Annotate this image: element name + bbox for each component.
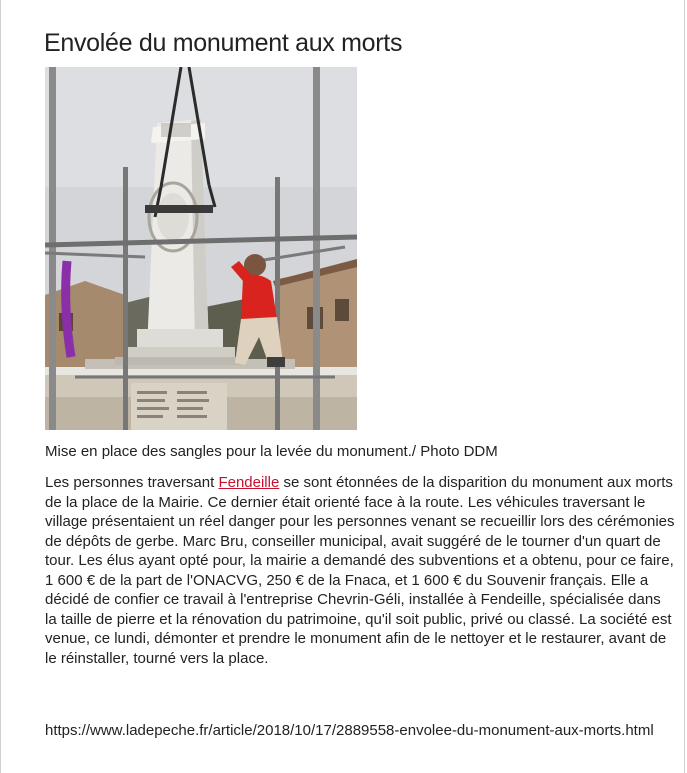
body-text-rest: se sont étonnées de la disparition du monument aux morts de la place de la Mairie. Ce dernier était orienté face à la route. Les véhicules traversant le village présentaient un réel danger pour les personnes venant se recueillir lors des cérémonies de dépôts de gerbe. Marc Bru, conseiller municipal, avait suggéré de le tourner d'un quart de tour. Les élus ayant opté pour, la mairie a demandé des subventions et a obtenu, pour ce faire, 1 600 € de la part de l'ONACVG, 250 € de la Fnaca, et 1 600 € du Souvenir français. Elle a décidé de confier ce travail à l'entreprise Chevrin-Géli, installée à Fendeille, spécialisée dans la taille de pierre et la rénovation du patrimoine, qu'il soit public, privé ou classé. La société est venue, ce lundi, démonter et prendre le monument afin de le nettoyer et le restaurer, avant de le réinstaller, tourné vers la place. [45, 474, 675, 667]
article-photo [45, 67, 357, 430]
body-text-start: Les personnes traversant [45, 474, 219, 491]
article-title: Envolée du monument aux morts [44, 29, 403, 57]
fendeille-link[interactable]: Fendeille [218, 474, 280, 491]
source-url: https://www.ladepeche.fr/article/2018/10/17/2889558-envolee-du-monument-aux-morts.html [45, 722, 654, 739]
photo-caption: Mise en place des sangles pour la levée du monument./ Photo DDM [45, 443, 498, 460]
article-body [45, 473, 675, 668]
